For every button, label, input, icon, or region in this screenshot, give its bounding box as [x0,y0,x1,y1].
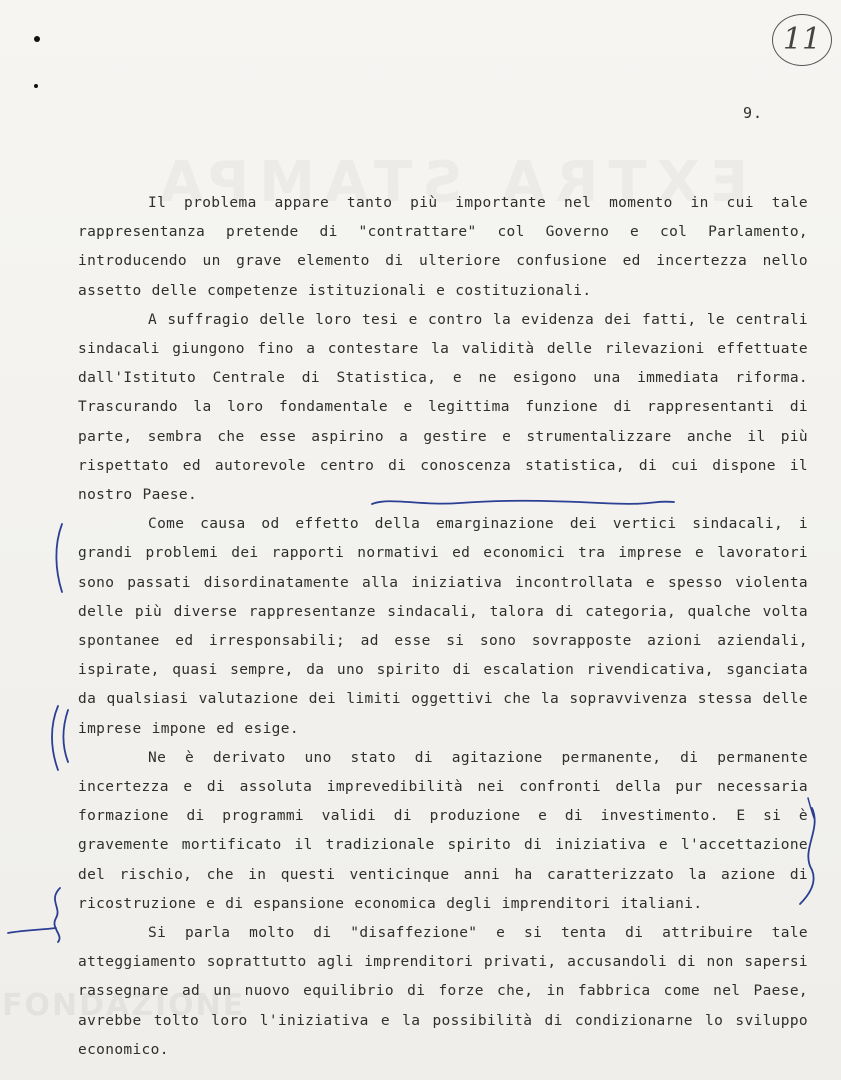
arrow-annotation [8,928,56,933]
margin-bracket-annotation [64,710,69,762]
paragraph: Il problema appare tanto più importante nel momento in cui tale rappresentanza pretende di "contrattare" col Governo e col Parlamento, introducendo un grave elemento di ulteriore confusione ed incertezza nello assetto delle competenze istituzionali e costituzionali. [78,195,808,299]
paragraph: Come causa od effetto della emarginazione dei vertici sindacali, i grandi problemi dei rapporti normativi ed economici tra imprese e lavoratori sono passati disordinatamente alla iniziativa incontrollata e spesso violenta delle più diverse rappresentanze sindacali, talora di categoria, qualche volta spontanee ed irresponsabili; ad esse si sono sovrapposte azioni aziendali, ispirate, quasi sempre, da uno spirito di escalation rivendicativa, sganciata da qualsiasi valutazione dei limiti oggettivi che la sopravvivenza stessa delle imprese impone ed esige. [78,516,808,737]
stamp-number: 11 [782,22,822,57]
punch-hole-mark [34,36,40,42]
check-mark-annotation [808,798,814,818]
page-stamp [772,14,832,66]
margin-bracket-annotation [54,888,60,942]
paragraph: A suffragio delle loro tesi e contro la evidenza dei fatti, le centrali sindacali giungono fino a contestare la validità delle rilevazioni effettuate dall'Istituto Centrale di Statistica, e ne esigono una immediata riforma. Trascurando la loro fondamentale e legittima funzione di rappresentanti di parte, sembra che esse aspirino a gestire e strumentalizzare anche il più rispettato ed autorevole centro di conoscenza statistica, di cui dispone il nostro Paese. [78,311,808,504]
paragraph: Si parla molto di "disaffezione" e si tenta di attribuire tale atteggiamento soprattutto agli imprenditori privati, accusandoli di non sapersi rassegnare ad un nuovo equilibrio di forze che, in fabbrica come nel Paese, avrebbe tolto loro l'iniziativa e la possibilità di condizionarne lo sviluppo economico. [78,925,808,1058]
page-number: 9. [743,104,764,122]
paragraph: Ne è derivato uno stato di agitazione permanente, di permanente incertezza e di assoluta imprevedibilità nei confronti della pur necessaria formazione di programmi validi di produzione e di investimento. E si è gravemente mortificato il tradizionale spirito di iniziativa e l'accettazione del rischio, che in questi venticinque anni ha caratterizzato la azione di ricostruzione e di espansione economica degli imprenditori italiani. [78,749,808,912]
margin-bracket-annotation [52,706,58,770]
margin-bracket-annotation [56,524,62,592]
document-body [78,189,808,1065]
archive-watermark: FONDAZIONE [2,988,246,1023]
punch-hole-mark [34,84,38,88]
